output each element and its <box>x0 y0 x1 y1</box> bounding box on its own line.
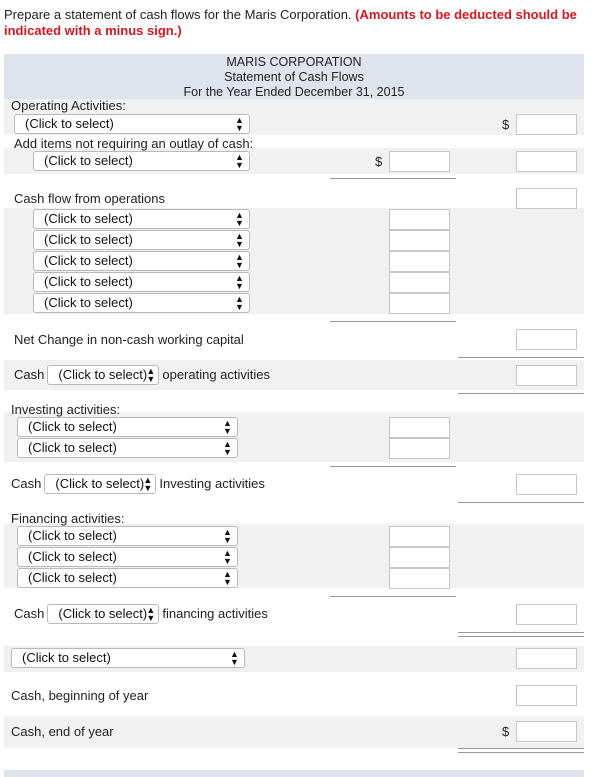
working-capital-amount-5[interactable] <box>389 293 450 314</box>
financing-amount-1[interactable] <box>389 526 450 547</box>
updown-arrows-icon: ▲ ▼ <box>223 439 232 457</box>
total-line <box>458 752 584 753</box>
working-capital-select-2[interactable]: (Click to select) ▲ ▼ <box>33 230 250 250</box>
updown-arrows-icon: ▲ ▼ <box>223 527 232 545</box>
instructions-emphasis: (Amounts to be deducted should be indicated with a minus sign.) <box>4 7 577 38</box>
net-change-cash-select[interactable]: (Click to select) ▲ ▼ <box>11 648 245 668</box>
updown-arrows-icon: ▲ ▼ <box>146 605 156 623</box>
updown-arrows-icon: ▲ ▼ <box>223 418 232 436</box>
instructions-text: Prepare a statement of cash flows for the Maris Corporation. <box>4 7 356 22</box>
investing-cash-total[interactable] <box>516 474 577 495</box>
cash-end-amount[interactable] <box>516 721 577 742</box>
financing-cash-total[interactable] <box>516 604 577 625</box>
instructions <box>4 7 604 39</box>
subtotal-line <box>458 502 584 503</box>
updown-arrows-icon: ▲ ▼ <box>235 294 244 312</box>
add-item-total[interactable] <box>516 151 577 172</box>
updown-arrows-icon: ▲ ▼ <box>235 273 244 291</box>
subtotal-line <box>330 178 456 179</box>
subtotal-line <box>330 321 456 322</box>
cash-label: Cash <box>11 476 42 491</box>
operating-cash-direction-select[interactable]: (Click to select) ▲ ▼ <box>47 365 159 385</box>
total-line <box>458 636 584 637</box>
working-capital-select-1[interactable]: (Click to select) ▲ ▼ <box>33 209 250 229</box>
net-change-amount[interactable] <box>516 329 577 350</box>
investing-amount-2[interactable] <box>389 438 450 459</box>
financing-cash-row <box>14 604 268 624</box>
updown-arrows-icon: ▲ ▼ <box>223 569 232 587</box>
net-change-cash-amount[interactable] <box>516 648 577 669</box>
operating-cash-total[interactable] <box>516 365 577 386</box>
statement-period: For the Year Ended December 31, 2015 <box>183 85 405 99</box>
company-name: MARIS CORPORATION <box>226 55 362 69</box>
cash-beginning-label: Cash, beginning of year <box>11 688 149 703</box>
dollar-sign: $ <box>375 154 383 169</box>
dollar-sign: $ <box>502 724 510 739</box>
investing-heading: Investing activities: <box>11 402 121 417</box>
subtotal-line <box>330 466 456 467</box>
footer-band <box>4 770 584 777</box>
cash-label: Cash <box>14 606 45 621</box>
cash-flow-ops-label: Cash flow from operations <box>14 191 166 206</box>
working-capital-select-3[interactable]: (Click to select) ▲ ▼ <box>33 251 250 271</box>
subtotal-line <box>330 596 456 597</box>
cash-end-label: Cash, end of year <box>11 724 114 739</box>
dollar-sign: $ <box>502 117 510 132</box>
investing-cash-direction-select[interactable]: (Click to select) ▲ ▼ <box>44 474 156 494</box>
add-items-label: Add items not requiring an outlay of cash: <box>14 136 254 151</box>
working-capital-select-5[interactable]: (Click to select) ▲ ▼ <box>33 293 250 313</box>
financing-activities-label: financing activities <box>162 606 268 621</box>
working-capital-select-4[interactable]: (Click to select) ▲ ▼ <box>33 272 250 292</box>
total-line <box>458 632 584 633</box>
total-line <box>458 748 584 749</box>
cash-flow-ops-amount[interactable] <box>516 188 577 209</box>
investing-select-2[interactable]: (Click to select) ▲ ▼ <box>17 438 238 458</box>
operating-net-income-amount[interactable] <box>516 114 577 135</box>
updown-arrows-icon: ▲ ▼ <box>235 252 244 270</box>
investing-select-1[interactable]: (Click to select) ▲ ▼ <box>17 417 238 437</box>
cash-beginning-amount[interactable] <box>516 685 577 706</box>
financing-amount-3[interactable] <box>389 568 450 589</box>
updown-arrows-icon: ▲ ▼ <box>235 231 244 249</box>
updown-arrows-icon: ▲ ▼ <box>230 649 239 667</box>
statement-title: Statement of Cash Flows <box>224 70 364 84</box>
investing-cash-row <box>11 474 265 494</box>
financing-heading: Financing activities: <box>11 511 125 526</box>
operating-heading: Operating Activities: <box>11 98 126 113</box>
working-capital-amount-1[interactable] <box>389 209 450 230</box>
subtotal-line <box>458 357 584 358</box>
add-item-select[interactable]: (Click to select) ▲ ▼ <box>33 151 250 171</box>
operating-cash-row <box>14 365 270 385</box>
statement-header <box>4 54 584 99</box>
financing-select-2[interactable]: (Click to select) ▲ ▼ <box>17 547 238 567</box>
operating-activities-label: operating activities <box>162 367 271 382</box>
add-item-amount[interactable] <box>389 151 450 172</box>
net-change-label: Net Change in non-cash working capital <box>14 332 244 347</box>
financing-select-1[interactable]: (Click to select) ▲ ▼ <box>17 526 238 546</box>
updown-arrows-icon: ▲ ▼ <box>235 115 244 133</box>
subtotal-line <box>458 393 584 394</box>
updown-arrows-icon: ▲ ▼ <box>146 366 156 384</box>
financing-select-3[interactable]: (Click to select) ▲ ▼ <box>17 568 238 588</box>
working-capital-amount-3[interactable] <box>389 251 450 272</box>
cash-label: Cash <box>14 367 45 382</box>
working-capital-amount-2[interactable] <box>389 230 450 251</box>
updown-arrows-icon: ▲ ▼ <box>223 548 232 566</box>
financing-cash-direction-select[interactable]: (Click to select) ▲ ▼ <box>47 604 159 624</box>
working-capital-amount-4[interactable] <box>389 272 450 293</box>
operating-net-income-select[interactable]: (Click to select) ▲ ▼ <box>14 114 250 134</box>
investing-activities-label: Investing activities <box>159 476 265 491</box>
updown-arrows-icon: ▲ ▼ <box>235 210 244 228</box>
financing-amount-2[interactable] <box>389 547 450 568</box>
investing-amount-1[interactable] <box>389 417 450 438</box>
updown-arrows-icon: ▲ ▼ <box>143 475 153 493</box>
updown-arrows-icon: ▲ ▼ <box>235 152 244 170</box>
